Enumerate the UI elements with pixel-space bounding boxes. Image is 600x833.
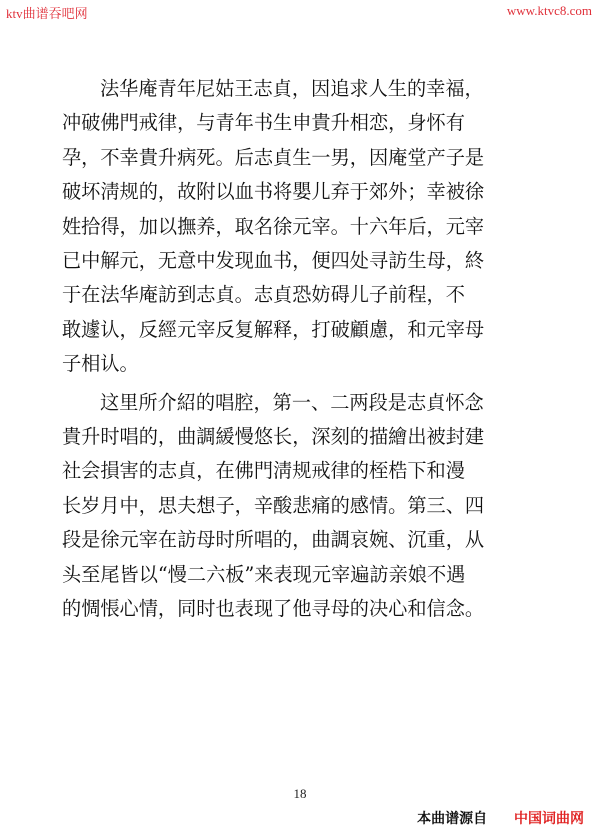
paragraph-2 (62, 386, 562, 627)
source-credit (417, 808, 584, 828)
text-line: 段是徐元宰在訪母时所唱的，曲調哀婉、沉重，从 (62, 528, 485, 552)
text-line: 法华庵青年尼姑王志貞，因追求人生的幸福， (100, 77, 484, 100)
page-number: 18 (293, 786, 307, 801)
text-line: 已中解元，无意中发现血书，便四处寻訪生母，終 (62, 249, 485, 273)
text-line: 这里所介紹的唱腔，第一、二两段是志貞怀念 (100, 390, 484, 414)
text-line: 子相认。 (62, 352, 139, 376)
text-line: 于在法华庵訪到志貞。志貞恐妨碍儿子前程，不 (62, 283, 465, 307)
source-label: 本曲谱源自 (417, 811, 488, 827)
text-line: 头至尾皆以“慢二六板”来表现元宰遍訪亲娘不遇 (62, 562, 466, 586)
text-line: 社会損害的志貞，在佛門淸规戒律的桎梏下和漫 (62, 459, 465, 483)
text-line: 破坏淸规的，故附以血书将嬰儿弃于郊外；幸被徐 (62, 180, 485, 204)
text-line: 敢遽认，反經元宰反复解释，打破顧慮，和元宰母 (62, 317, 485, 341)
watermark-left: ktv曲谱吞吧网 (6, 6, 88, 21)
text-line: 孕，不幸貴升病死。后志貞生一男，因庵堂产子是 (62, 145, 485, 169)
text-line: 貴升时唱的，曲調緩慢悠长，深刻的描繪出被封建 (62, 425, 485, 449)
watermark-right: www.ktvc8.com (506, 3, 592, 18)
text-line: 长岁月中，思夫想子，辛酸悲痛的感情。第三、四 (62, 493, 485, 517)
source-site-link[interactable]: 中国词曲网 (514, 811, 584, 827)
paragraph-1 (62, 72, 562, 382)
text-line: 姓拾得，加以撫养，取名徐元宰。十六年后，元宰 (62, 214, 485, 238)
text-line: 冲破佛門戒律，与青年书生申貴升相恋，身怀有 (62, 111, 465, 135)
body-text (62, 72, 562, 627)
text-line: 的惆悵心情，同时也表现了他寻母的决心和信念。 (62, 597, 485, 621)
